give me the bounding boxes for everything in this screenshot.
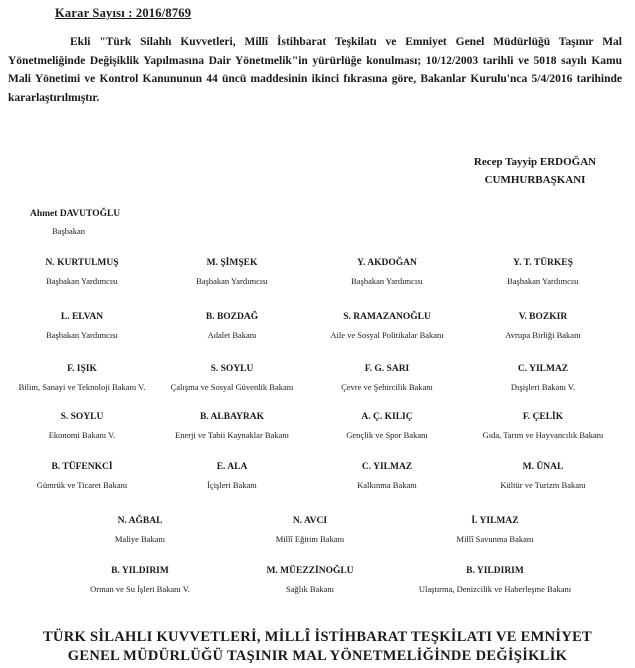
minister-name: N. KURTULMUŞ [45, 258, 119, 268]
minister-name: C. YILMAZ [361, 462, 413, 472]
minister-signature [55, 512, 225, 548]
minister-signature [458, 308, 628, 344]
minister-title: Millî Savunma Bakanı [456, 534, 534, 544]
minister-name: S. SOYLU [60, 412, 104, 422]
minister-title: Millî Eğitim Bakanı [275, 534, 345, 544]
minister-signature [458, 360, 628, 396]
minister-name: C. YILMAZ [517, 364, 569, 374]
minister-title: Dışişleri Bakanı V. [510, 382, 576, 392]
minister-title: Bilim, Sanayi ve Teknoloji Bakanı V. [18, 382, 146, 392]
decision-number: Karar Sayısı : 2016/8769 [55, 6, 192, 20]
minister-signature [302, 360, 472, 396]
prime-minister-name: Ahmet DAVUTOĞLU [30, 209, 121, 219]
president-title: CUMHURBAŞKANI [484, 174, 586, 186]
minister-title: Çevre ve Şehircilik Bakanı [341, 382, 433, 392]
minister-signature [0, 254, 167, 290]
minister-title: İçişleri Bakanı [207, 480, 257, 490]
minister-signature [225, 512, 395, 548]
minister-name: N. AVCI [292, 516, 328, 526]
minister-signature [147, 308, 317, 344]
minister-name: Y. T. TÜRKEŞ [513, 258, 573, 268]
minister-name: B. TÜFENKCİ [51, 462, 113, 472]
minister-name: B. YILDIRIM [111, 566, 169, 576]
minister-name: Y. AKDOĞAN [357, 258, 417, 268]
minister-title: Kültür ve Turizm Bakanı [500, 480, 586, 490]
minister-signature [458, 254, 628, 290]
minister-signature [225, 562, 395, 598]
minister-title: Başbakan Yardımcısı [46, 276, 118, 286]
minister-name: M. ŞİMŞEK [206, 258, 258, 268]
prime-minister-title: Başbakan [52, 226, 86, 236]
minister-signature [147, 254, 317, 290]
president-name: Recep Tayyip ERDOĞAN [473, 156, 597, 168]
prime-minister-signature [30, 206, 120, 240]
minister-name: V. BOZKIR [518, 312, 568, 322]
minister-signature [410, 512, 580, 548]
minister-name: F. G. SARI [364, 364, 410, 374]
minister-signature [302, 458, 472, 494]
minister-title: Ekonomi Bakanı V. [48, 430, 116, 440]
intro-paragraph: Ekli "Türk Silahlı Kuvvetleri, Millî İstihbarat Teşkilatı ve Emniyet Genel Müdürlüğü Taşınır Mal Yönetmeliğinde Değişiklik Yapılmasına Dair Yönetmelik"in yürürlüğe konulması; 10/12/2003 tarihli ve 5018 sayılı Kamu Mali Yönetimi ve Kontrol Kanununun 44 üncü maddesinin ikinci fıkrasına göre, Bakanlar Kurulu'nca 5/4/2016 tarihinde kararlaştırılmıştır. [8, 36, 622, 104]
minister-name: B. ALBAYRAK [199, 412, 265, 422]
minister-title: Gıda, Tarım ve Hayvancılık Bakanı [482, 430, 604, 440]
minister-signature [458, 458, 628, 494]
minister-name: N. AĞBAL [117, 516, 163, 526]
minister-name: S. SOYLU [210, 364, 254, 374]
minister-name: L. ELVAN [60, 312, 104, 322]
minister-title: Başbakan Yardımcısı [507, 276, 579, 286]
minister-name: F. IŞIK [67, 364, 97, 374]
minister-title: Çalışma ve Sosyal Güvenlik Bakanı [170, 382, 294, 392]
minister-name: S. RAMAZANOĞLU [343, 312, 431, 322]
minister-signature [0, 408, 167, 444]
minister-title: Adalet Bakanı [207, 330, 257, 340]
minister-title: Ulaştırma, Denizcilik ve Haberleşme Bakanı [418, 584, 572, 594]
minister-title: Kalkınma Bakanı [357, 480, 417, 490]
minister-title: Gümrük ve Ticaret Bakanı [36, 480, 128, 490]
minister-title: Gençlik ve Spor Bakanı [346, 430, 428, 440]
minister-signature [0, 308, 167, 344]
president-signature [440, 153, 630, 189]
minister-title: Aile ve Sosyal Politikalar Bakanı [330, 330, 444, 340]
minister-signature [0, 360, 167, 396]
minister-name: A. Ç. KILIÇ [361, 412, 413, 422]
minister-signature [302, 408, 472, 444]
minister-title: Maliye Bakanı [114, 534, 166, 544]
minister-title: Başbakan Yardımcısı [196, 276, 268, 286]
minister-signature [302, 254, 472, 290]
minister-name: M. ÜNAL [522, 462, 564, 472]
minister-name: İ. YILMAZ [471, 516, 519, 526]
minister-name: E. ALA [216, 462, 248, 472]
minister-title: Orman ve Su İşleri Bakanı V. [90, 584, 190, 594]
minister-name: B. YILDIRIM [466, 566, 524, 576]
minister-title: Enerji ve Tabii Kaynaklar Bakanı [175, 430, 289, 440]
minister-signature [302, 308, 472, 344]
minister-name: M. MÜEZZİNOĞLU [266, 566, 354, 576]
minister-signature [55, 562, 225, 598]
minister-title: Başbakan Yardımcısı [351, 276, 423, 286]
minister-name: F. ÇELİK [522, 412, 564, 422]
minister-signature [147, 408, 317, 444]
minister-title: Avrupa Birliği Bakanı [505, 330, 581, 340]
minister-signature [410, 562, 580, 598]
minister-signature [147, 360, 317, 396]
minister-name: B. BOZDAĞ [205, 312, 259, 322]
minister-title: Başbakan Yardımcısı [46, 330, 118, 340]
minister-title: Sağlık Bakanı [286, 584, 334, 594]
regulation-heading: TÜRK SİLAHLI KUVVETLERİ, MİLLÎ İSTİHBARAT TEŞKİLATI VE EMNİYET GENEL MÜDÜRLÜĞÜ TAŞINIR MAL YÖNETMELİĞİNDE DEĞİŞİKLİK [42, 629, 593, 664]
minister-signature [458, 408, 628, 444]
minister-signature [0, 458, 167, 494]
minister-signature [147, 458, 317, 494]
